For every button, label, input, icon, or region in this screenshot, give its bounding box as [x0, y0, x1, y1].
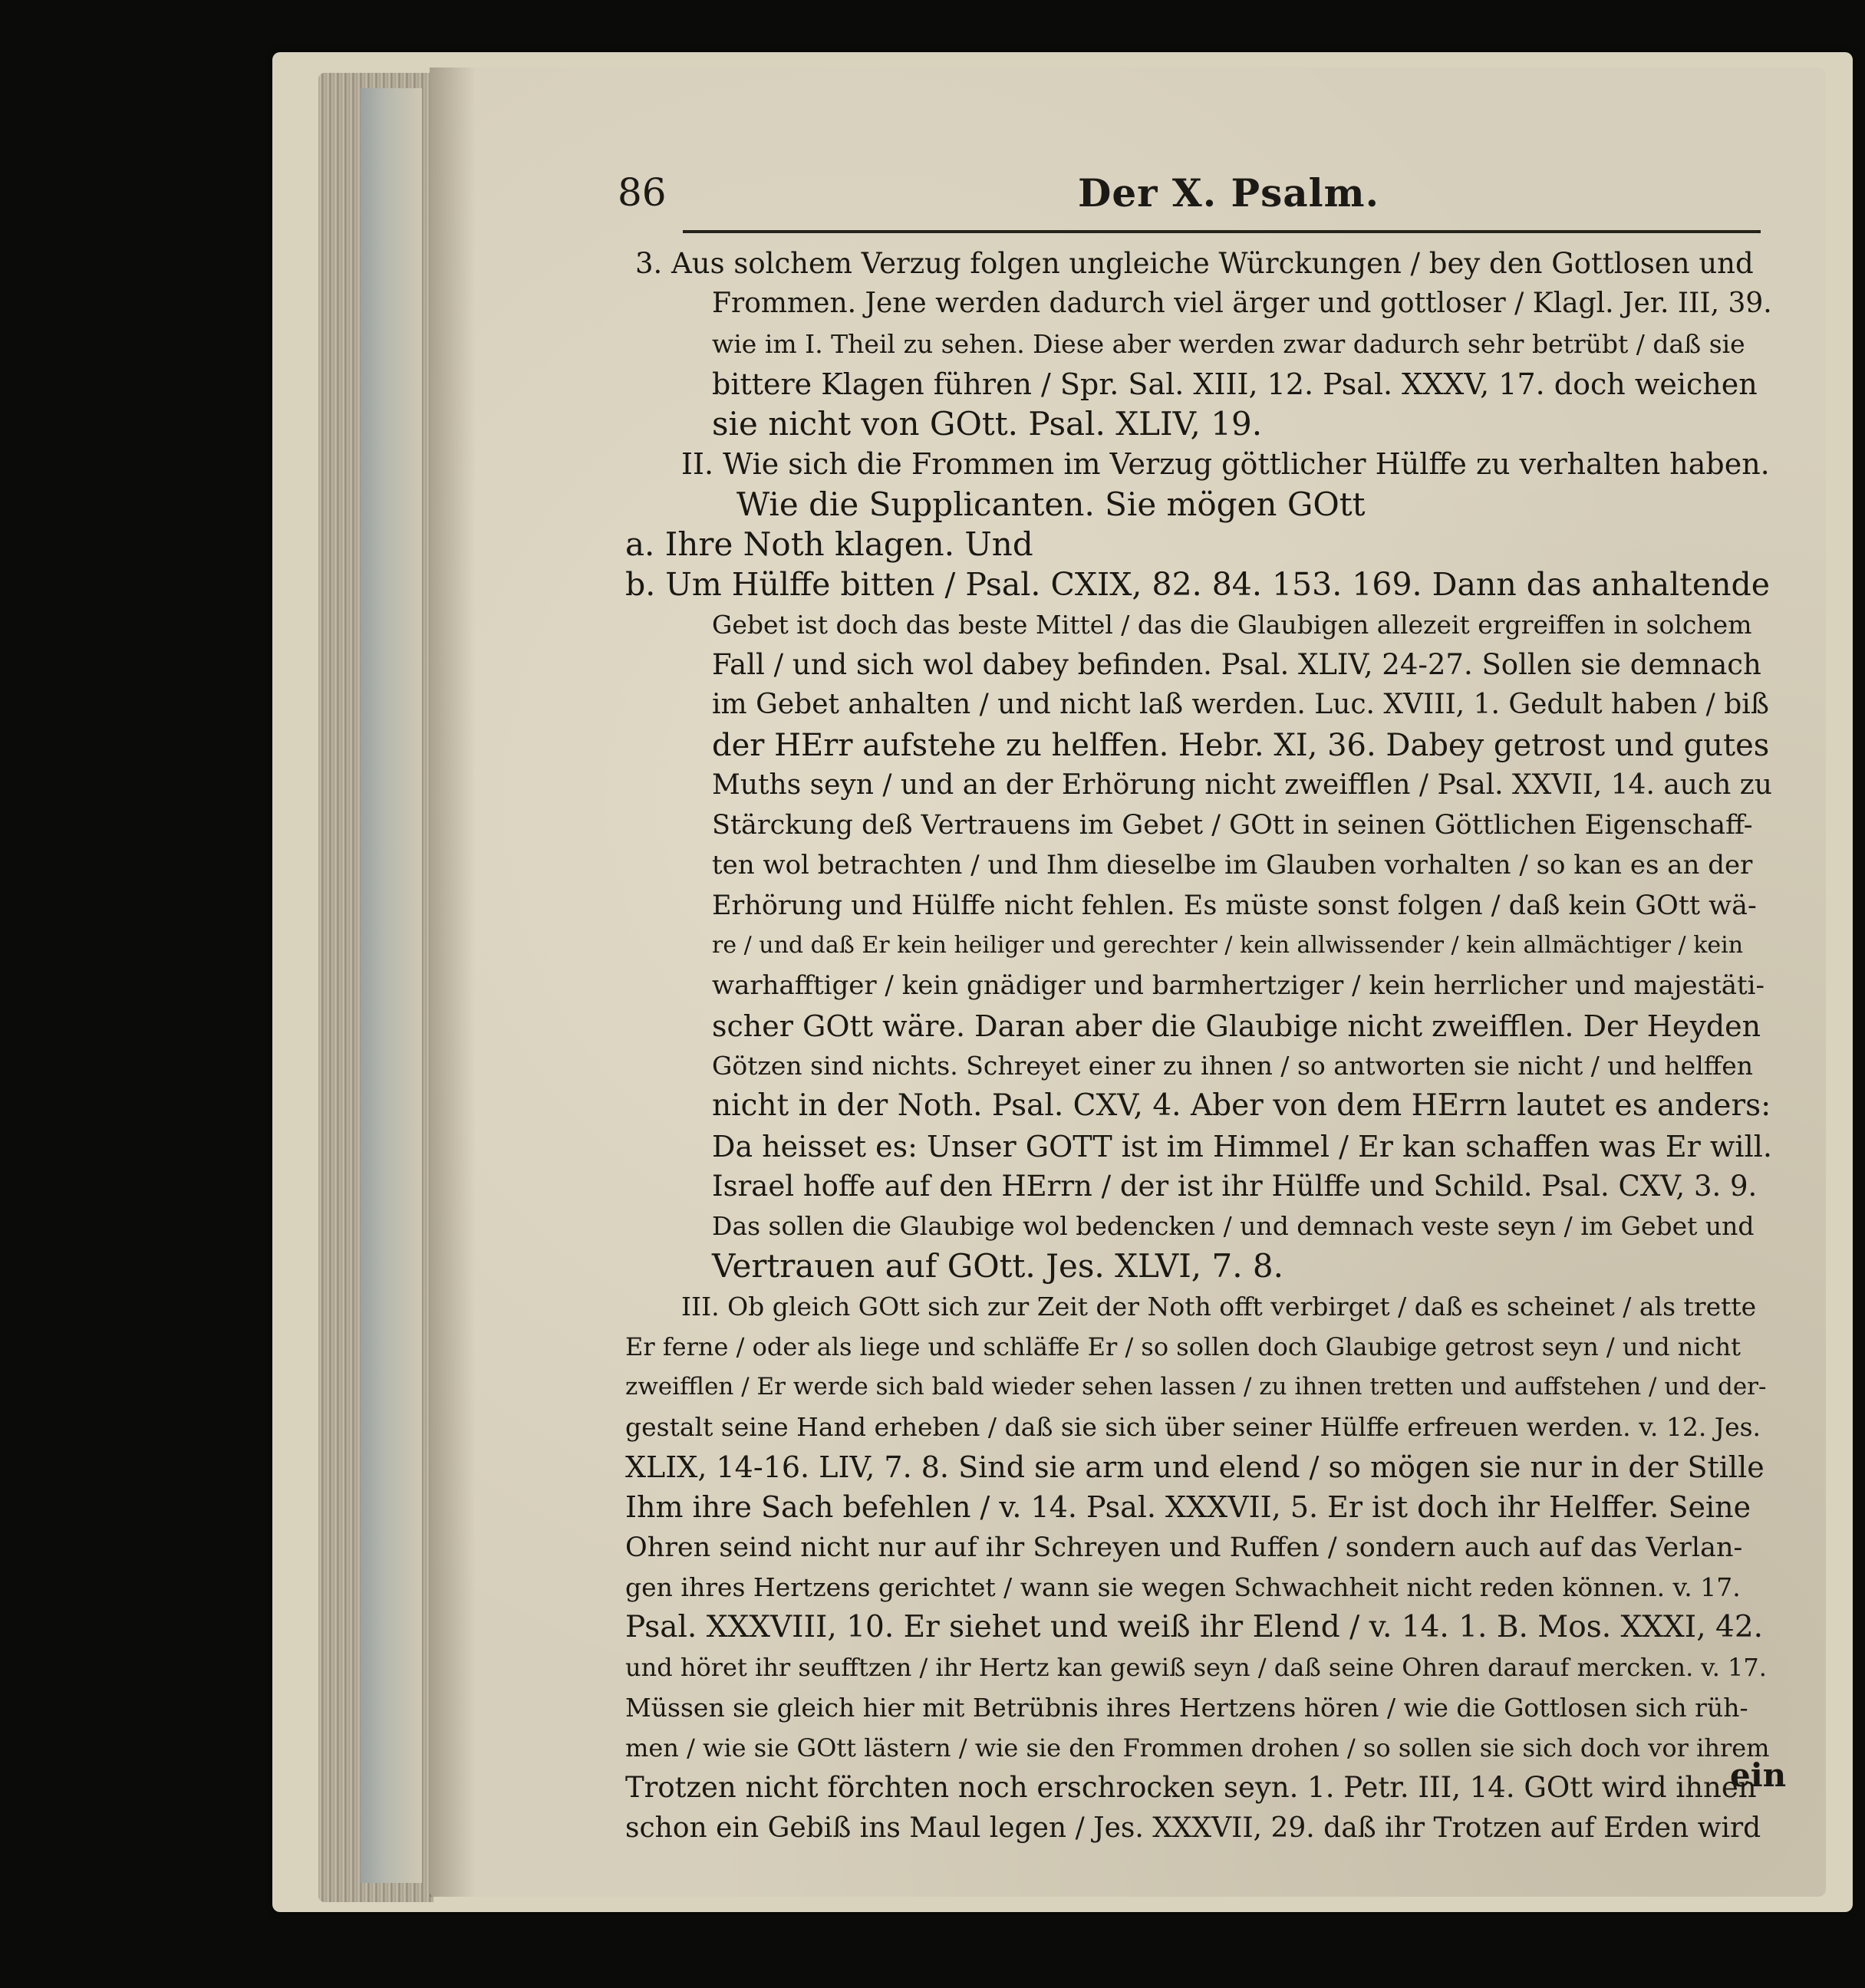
text-line: und höret ihr seufftzen / ihr Hertz kan gewiß seyn / daß seine Ohren darauf mercken. v. 17.: [625, 1653, 1767, 1683]
page-number: 86: [618, 170, 667, 215]
text-line: Erhörung und Hülffe nicht fehlen. Es müste sonst folgen / daß kein GOtt wä-: [712, 890, 1757, 921]
text-line: Trotzen nicht förchten noch erschrocken seyn. 1. Petr. III, 14. GOtt wird ihnen: [625, 1771, 1757, 1805]
text-line: 3. Aus solchem Verzug folgen ungleiche Würckungen / bey den Gottlosen und: [635, 247, 1754, 280]
text-line: bittere Klagen führen / Spr. Sal. XIII, 12. Psal. XXXV, 17. doch weichen: [712, 367, 1758, 401]
text-line: wie im I. Theil zu sehen. Diese aber werden zwar dadurch sehr betrübt / daß sie: [712, 328, 1745, 359]
text-line: sie nicht von GOtt. Psal. XLIV, 19.: [712, 405, 1263, 443]
text-line: Götzen sind nichts. Schreyet einer zu ihnen / so antworten sie nicht / und helffen: [712, 1050, 1753, 1081]
text-line: Müssen sie gleich hier mit Betrübnis ihres Hertzens hören / wie die Gottlosen sich rüh-: [625, 1692, 1748, 1723]
text-line: nicht in der Noth. Psal. CXV, 4. Aber von dem HErrn lautet es anders:: [712, 1088, 1771, 1124]
text-line: a. Ihre Noth klagen. Und: [625, 525, 1033, 564]
text-line: Fall / und sich wol dabey befinden. Psal. XLIV, 24-27. Sollen sie demnach: [712, 647, 1761, 681]
text-line: men / wie sie GOtt lästern / wie sie den Frommen drohen / so sollen sie sich doch vor ihrem: [625, 1733, 1770, 1763]
text-line: gen ihres Hertzens gerichtet / wann sie wegen Schwachheit nicht reden können. v. 17.: [625, 1572, 1741, 1602]
text-line: Frommen. Jene werden dadurch viel ärger und gottloser / Klagl. Jer. III, 39.: [712, 288, 1772, 320]
text-line: schon ein Gebiß ins Maul legen / Jes. XXXVII, 29. daß ihr Trotzen auf Erden wird: [625, 1812, 1761, 1844]
text-line: Er ferne / oder als liege und schläffe Er / so sollen doch Glaubige getrost seyn / und nicht: [625, 1332, 1741, 1362]
text-line: Stärckung deß Vertrauens im Gebet / GOtt in seinen Göttlichen Eigenschaff-: [712, 810, 1753, 841]
text-line: der HErr aufstehe zu helffen. Hebr. XI, 36. Dabey getrost und gutes: [712, 727, 1770, 763]
text-line: scher GOtt wäre. Daran aber die Glaubige nicht zweifflen. Der Heyden: [712, 1009, 1761, 1043]
header-rule: [683, 230, 1761, 233]
spine-shadow: [430, 67, 476, 1897]
text-line: Das sollen die Glaubige wol bedencken / und demnach veste seyn / im Gebet und: [712, 1211, 1755, 1242]
text-line: Ohren seind nicht nur auf ihr Schreyen und Ruffen / sondern auch auf das Verlan-: [625, 1532, 1743, 1563]
text-line: XLIX, 14-16. LIV, 7. 8. Sind sie arm und elend / so mögen sie nur in der Stille: [625, 1450, 1765, 1484]
text-line: Da heisset es: Unser GOTT ist im Himmel / Er kan schaffen was Er will.: [712, 1129, 1772, 1164]
text-line: Psal. XXXVIII, 10. Er siehet und weiß ihr Elend / v. 14. 1. B. Mos. XXXI, 42.: [625, 1610, 1764, 1645]
text-line: Wie die Supplicanten. Sie mögen GOtt: [736, 485, 1366, 523]
text-line: re / und daß Er kein heiliger und gerechter / kein allwissender / kein allmächtiger / kein: [712, 932, 1744, 959]
text-line: III. Ob gleich GOtt sich zur Zeit der Noth offt verbirget / daß es scheinet / als trette: [681, 1291, 1757, 1321]
text-line: gestalt seine Hand erheben / daß sie sich über seiner Hülffe erfreuen werden. v. 12. Jes.: [625, 1411, 1761, 1442]
text-line: Ihm ihre Sach befehlen / v. 14. Psal. XXXVII, 5. Er ist doch ihr Helffer. Seine: [625, 1490, 1751, 1525]
page-edges-inner: [361, 88, 422, 1883]
text-line: II. Wie sich die Frommen im Verzug göttlicher Hülffe zu verhalten haben.: [681, 447, 1770, 482]
body-text: [621, 244, 1772, 1848]
running-head: Der X. Psalm.: [1078, 170, 1379, 216]
text-line: Gebet ist doch das beste Mittel / das die Glaubigen allezeit ergreiffen in solchem: [712, 609, 1752, 640]
text-line: ten wol betrachten / und Ihm dieselbe im Glauben vorhalten / so kan es an der: [712, 850, 1753, 881]
text-line: Vertrauen auf GOtt. Jes. XLVI, 7. 8.: [712, 1247, 1284, 1285]
text-line: zweifflen / Er werde sich bald wieder sehen lassen / zu ihnen tretten und auffstehen / und der-: [625, 1373, 1767, 1401]
text-line: b. Um Hülffe bitten / Psal. CXIX, 82. 84. 153. 169. Dann das anhaltende: [625, 566, 1770, 604]
text-line: Israel hoffe auf den HErrn / der ist ihr Hülffe und Schild. Psal. CXV, 3. 9.: [712, 1169, 1758, 1203]
text-line: im Gebet anhalten / und nicht laß werden. Luc. XVIII, 1. Gedult haben / biß: [712, 689, 1769, 721]
text-line: warhafftiger / kein gnädiger und barmhertziger / kein herrlicher und majestäti-: [712, 970, 1765, 1002]
text-line: Muths seyn / und an der Erhörung nicht zweifflen / Psal. XXVII, 14. auch zu: [712, 769, 1772, 801]
catchword: ein: [1730, 1756, 1787, 1794]
